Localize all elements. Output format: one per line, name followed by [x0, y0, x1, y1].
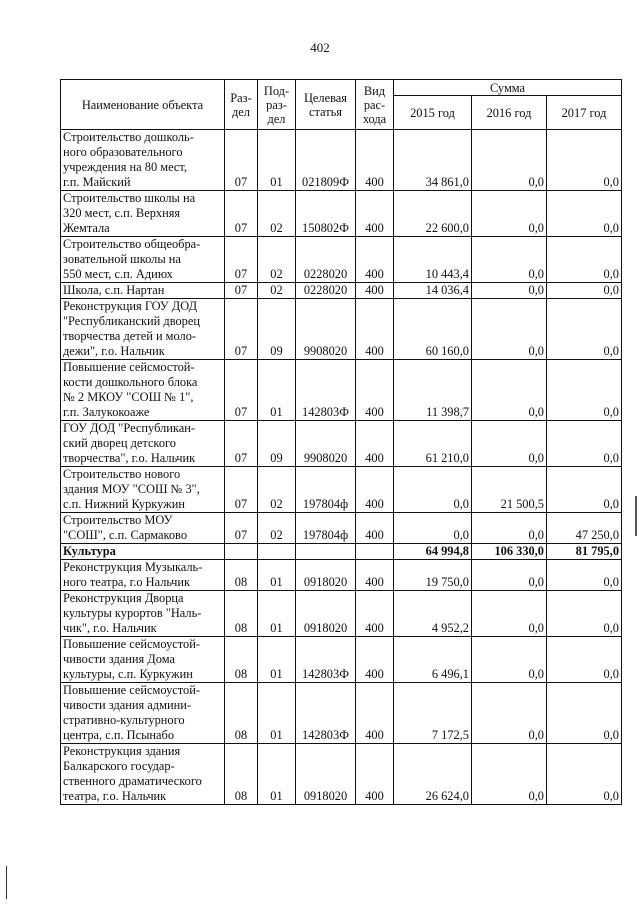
cell-name: Повышение сейсмоустой- чивости здания Дома культуры, с.п. Куркужин	[61, 637, 225, 683]
cell-statya: 0918020	[296, 560, 356, 591]
cell-razdel: 08	[225, 591, 258, 637]
header-razdel: Раз- дел	[225, 80, 258, 130]
cell-y2017: 0,0	[547, 560, 622, 591]
cell-podrazdel: 02	[258, 191, 296, 237]
table-row	[61, 130, 622, 191]
cell-name: Строительство школы на 320 мест, с.п. Верхняя Жемтала	[61, 191, 225, 237]
cell-y2017: 0,0	[547, 360, 622, 421]
cell-podrazdel: 09	[258, 421, 296, 467]
cell-podrazdel	[258, 544, 296, 560]
cell-y2016: 0,0	[472, 637, 547, 683]
cell-podrazdel: 01	[258, 560, 296, 591]
cell-y2016: 0,0	[472, 683, 547, 744]
cell-y2016: 0,0	[472, 360, 547, 421]
cell-y2017: 0,0	[547, 130, 622, 191]
cell-y2017: 0,0	[547, 191, 622, 237]
cell-razdel: 07	[225, 299, 258, 360]
cell-y2017: 0,0	[547, 591, 622, 637]
cell-statya: 142803Ф	[296, 637, 356, 683]
cell-statya: 142803Ф	[296, 683, 356, 744]
table-row	[61, 283, 622, 299]
cell-statya	[296, 544, 356, 560]
cell-razdel: 07	[225, 360, 258, 421]
cell-name: Реконструкция ГОУ ДОД "Республиканский дворец творчества детей и моло- дежи", г.о. Нальчик	[61, 299, 225, 360]
cell-y2015: 10 443,4	[394, 237, 472, 283]
cell-name: Школа, с.п. Нартан	[61, 283, 225, 299]
cell-y2016: 106 330,0	[472, 544, 547, 560]
cell-razdel: 08	[225, 637, 258, 683]
table-row	[61, 237, 622, 283]
cell-y2016: 0,0	[472, 591, 547, 637]
cell-y2015: 0,0	[394, 467, 472, 513]
table-row	[61, 683, 622, 744]
cell-name: Повышение сейсмоустой- чивости здания админи- стративно-культурного центра, с.п. Псынабо	[61, 683, 225, 744]
cell-y2016: 0,0	[472, 421, 547, 467]
cell-podrazdel: 02	[258, 283, 296, 299]
cell-vid: 400	[356, 191, 394, 237]
cell-y2015: 19 750,0	[394, 560, 472, 591]
cell-name: Реконструкция Музыкаль- ного театра, г.о Нальчик	[61, 560, 225, 591]
cell-razdel: 07	[225, 237, 258, 283]
cell-name: Строительство МОУ "СОШ", с.п. Сармаково	[61, 513, 225, 544]
table-row	[61, 467, 622, 513]
cell-vid: 400	[356, 637, 394, 683]
table-row	[61, 191, 622, 237]
cell-statya: 197804ф	[296, 467, 356, 513]
table-row	[61, 560, 622, 591]
cell-y2015: 4 952,2	[394, 591, 472, 637]
cell-y2017: 0,0	[547, 467, 622, 513]
cell-vid: 400	[356, 560, 394, 591]
cell-podrazdel: 02	[258, 467, 296, 513]
cell-razdel: 08	[225, 560, 258, 591]
cell-statya: 0228020	[296, 237, 356, 283]
cell-razdel: 07	[225, 467, 258, 513]
cell-razdel: 07	[225, 513, 258, 544]
cell-y2016: 0,0	[472, 513, 547, 544]
cell-y2015: 34 861,0	[394, 130, 472, 191]
cell-y2016: 0,0	[472, 560, 547, 591]
cell-y2016: 0,0	[472, 299, 547, 360]
cell-statya: 197804ф	[296, 513, 356, 544]
cell-name: Повышение сейсмостой- кости дошкольного блока № 2 МКОУ "СОШ № 1", г.п. Залукокоаже	[61, 360, 225, 421]
cell-y2017: 47 250,0	[547, 513, 622, 544]
cell-vid: 400	[356, 421, 394, 467]
cell-statya: 0918020	[296, 744, 356, 805]
header-vid: Вид рас- хода	[356, 80, 394, 130]
scan-margin-line	[6, 866, 7, 899]
cell-y2015: 11 398,7	[394, 360, 472, 421]
cell-razdel	[225, 544, 258, 560]
header-name: Наименование объекта	[61, 80, 225, 130]
section-row	[61, 544, 622, 560]
table-row	[61, 637, 622, 683]
table-row	[61, 299, 622, 360]
cell-podrazdel: 01	[258, 744, 296, 805]
table-row	[61, 591, 622, 637]
cell-y2015: 14 036,4	[394, 283, 472, 299]
cell-y2017: 0,0	[547, 683, 622, 744]
cell-podrazdel: 01	[258, 360, 296, 421]
cell-y2016: 0,0	[472, 130, 547, 191]
cell-y2017: 0,0	[547, 283, 622, 299]
budget-table	[60, 79, 622, 805]
cell-y2015: 6 496,1	[394, 637, 472, 683]
cell-name: Строительство общеобра- зовательной школы на 550 мест, с.п. Адиюх	[61, 237, 225, 283]
cell-name: Культура	[61, 544, 225, 560]
header-2015: 2015 год	[394, 96, 472, 130]
cell-name: ГОУ ДОД "Республикан- ский дворец детского творчества", г.о. Нальчик	[61, 421, 225, 467]
cell-name: Строительство дошколь- ного образовательного учреждения на 80 мест, г.п. Майский	[61, 130, 225, 191]
cell-vid	[356, 544, 394, 560]
cell-podrazdel: 01	[258, 683, 296, 744]
cell-podrazdel: 01	[258, 637, 296, 683]
cell-vid: 400	[356, 299, 394, 360]
cell-y2017: 0,0	[547, 421, 622, 467]
cell-statya: 9908020	[296, 299, 356, 360]
table-body	[61, 130, 622, 805]
cell-vid: 400	[356, 130, 394, 191]
cell-y2015: 7 172,5	[394, 683, 472, 744]
cell-podrazdel: 01	[258, 130, 296, 191]
cell-podrazdel: 02	[258, 513, 296, 544]
table-row	[61, 744, 622, 805]
cell-y2017: 0,0	[547, 637, 622, 683]
cell-vid: 400	[356, 467, 394, 513]
cell-razdel: 07	[225, 283, 258, 299]
cell-vid: 400	[356, 591, 394, 637]
cell-podrazdel: 01	[258, 591, 296, 637]
cell-y2017: 81 795,0	[547, 544, 622, 560]
cell-y2016: 0,0	[472, 744, 547, 805]
cell-y2016: 0,0	[472, 283, 547, 299]
table-row	[61, 360, 622, 421]
table-row	[61, 421, 622, 467]
cell-y2016: 21 500,5	[472, 467, 547, 513]
cell-name: Строительство нового здания МОУ "СОШ № 3", с.п. Нижний Куркужин	[61, 467, 225, 513]
scan-margin-mark	[635, 496, 637, 536]
cell-y2017: 0,0	[547, 744, 622, 805]
cell-name: Реконструкция здания Балкарского государ- ственного драматического театра, г.о. Нальчик	[61, 744, 225, 805]
cell-razdel: 08	[225, 683, 258, 744]
cell-y2015: 64 994,8	[394, 544, 472, 560]
cell-razdel: 07	[225, 130, 258, 191]
cell-statya: 150802Ф	[296, 191, 356, 237]
cell-y2017: 0,0	[547, 299, 622, 360]
cell-statya: 142803Ф	[296, 360, 356, 421]
cell-y2015: 60 160,0	[394, 299, 472, 360]
cell-statya: 0228020	[296, 283, 356, 299]
cell-y2016: 0,0	[472, 191, 547, 237]
header-podrazdel: Под- раз- дел	[258, 80, 296, 130]
cell-y2015: 61 210,0	[394, 421, 472, 467]
cell-vid: 400	[356, 683, 394, 744]
cell-statya: 0918020	[296, 591, 356, 637]
page-number: 402	[310, 40, 330, 55]
cell-vid: 400	[356, 360, 394, 421]
header-summa: Сумма	[394, 80, 622, 96]
cell-razdel: 07	[225, 191, 258, 237]
cell-y2015: 22 600,0	[394, 191, 472, 237]
cell-y2015: 26 624,0	[394, 744, 472, 805]
cell-vid: 400	[356, 283, 394, 299]
cell-y2017: 0,0	[547, 237, 622, 283]
cell-name: Реконструкция Дворца культуры курортов "Наль- чик", г.о. Нальчик	[61, 591, 225, 637]
cell-y2015: 0,0	[394, 513, 472, 544]
cell-vid: 400	[356, 237, 394, 283]
cell-podrazdel: 02	[258, 237, 296, 283]
cell-y2016: 0,0	[472, 237, 547, 283]
cell-razdel: 07	[225, 421, 258, 467]
cell-vid: 400	[356, 513, 394, 544]
cell-vid: 400	[356, 744, 394, 805]
table-row	[61, 513, 622, 544]
header-2017: 2017 год	[547, 96, 622, 130]
cell-podrazdel: 09	[258, 299, 296, 360]
cell-statya: 9908020	[296, 421, 356, 467]
header-2016: 2016 год	[472, 96, 547, 130]
cell-statya: 021809Ф	[296, 130, 356, 191]
cell-razdel: 08	[225, 744, 258, 805]
header-statya: Целевая статья	[296, 80, 356, 130]
